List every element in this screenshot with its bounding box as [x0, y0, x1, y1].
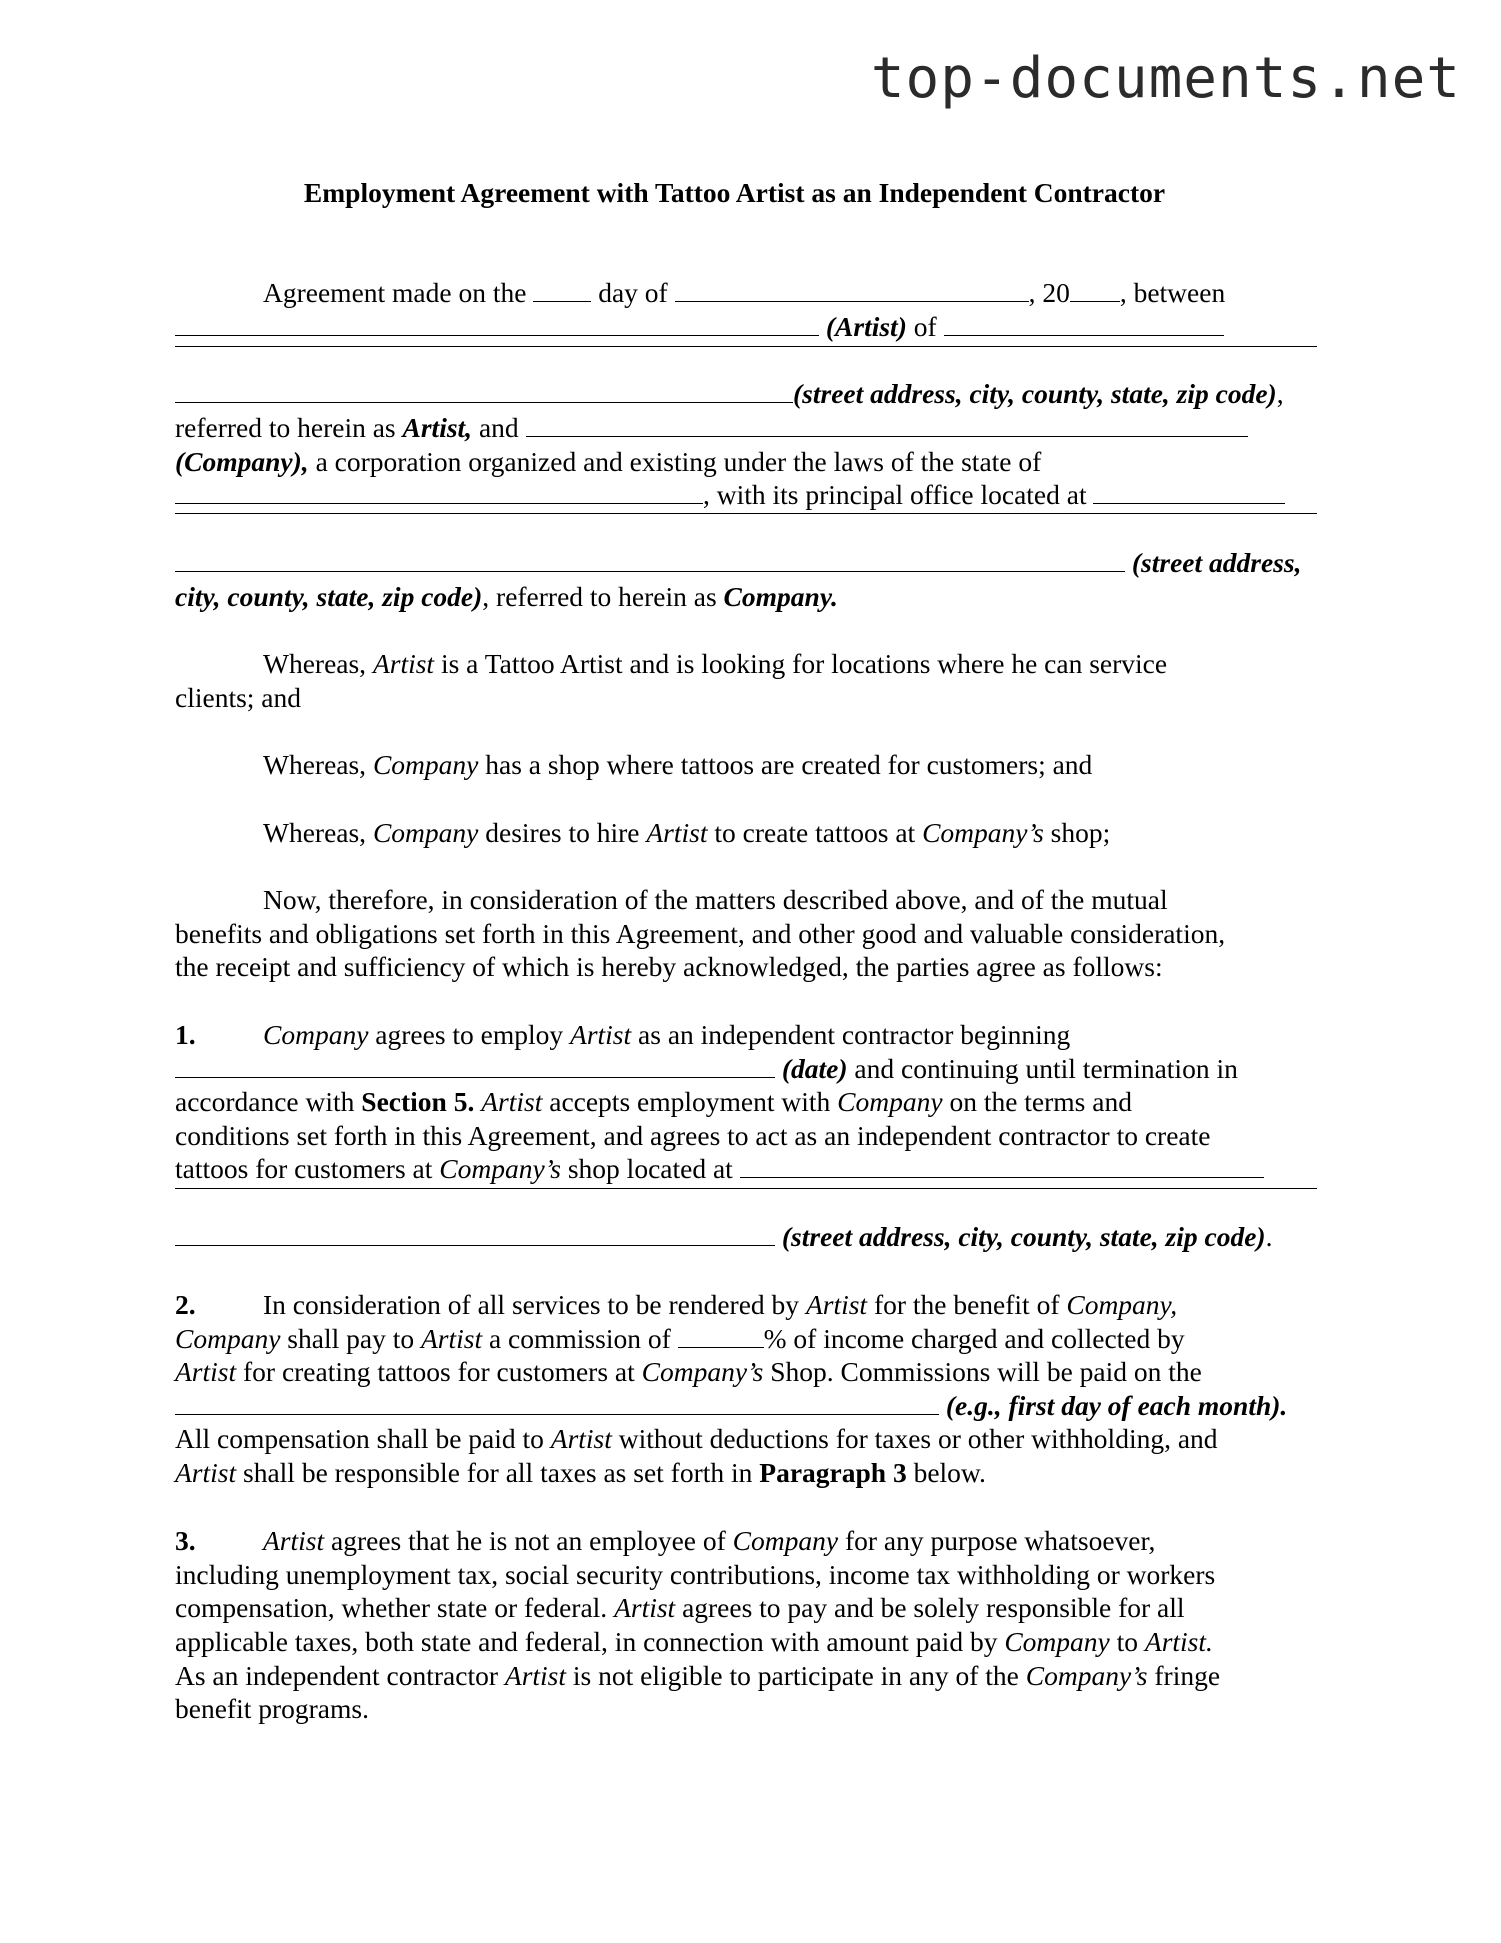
section-2-line-3: Artist for creating tattoos for customers at Company’s Shop. Commissions will be paid on the [175, 1356, 1202, 1387]
intro-line-1: Agreement made on the day of , 20 , between [263, 277, 1226, 308]
section-2-line-5: All compensation shall be paid to Artist without deductions for taxes or other withholding, and [175, 1423, 1218, 1454]
artist-address-blank-1[interactable] [175, 346, 1317, 347]
whereas-1-line-2: clients; and [175, 682, 302, 713]
section-3-line-4: applicable taxes, both state and federal, in connection with amount paid by Company to Artist. [175, 1626, 1213, 1657]
shop-address-blank-3[interactable] [175, 1221, 775, 1246]
intro-line-10: city, county, state, zip code), referred to herein as Company. [175, 581, 838, 612]
now-line-2: benefits and obligations set forth in this Agreement, and other good and valuable consideration, [175, 918, 1226, 949]
section-3-line-6: benefit programs. [175, 1693, 369, 1724]
section-3-line-2: including unemployment tax, social security contributions, income tax withholding or workers [175, 1559, 1216, 1590]
office-blank-3[interactable] [175, 547, 1125, 572]
section-2-line-1: 2. In consideration of all services to be rendered by Artist for the benefit of Company, [175, 1289, 1178, 1320]
section-3-line-3: compensation, whether state or federal. Artist agrees to pay and be solely responsible for all [175, 1592, 1185, 1623]
section-1-line-4: conditions set forth in this Agreement, and agrees to act as an independent contractor to create [175, 1120, 1211, 1151]
month-blank[interactable] [675, 277, 1029, 302]
section-1-line-7: (street address, city, county, state, zip code). [175, 1220, 1335, 1254]
office-blank-1[interactable] [1093, 479, 1285, 504]
office-blank-2[interactable] [175, 513, 1317, 514]
section-3-line-1: 3. Artist agrees that he is not an employee of Company for any purpose whatsoever, [175, 1525, 1156, 1556]
day-blank[interactable] [533, 277, 591, 302]
whereas-1-line-1: Whereas, Artist is a Tattoo Artist and is looking for locations where he can service [263, 648, 1168, 679]
start-date-blank[interactable] [175, 1053, 775, 1078]
state-blank[interactable] [175, 479, 703, 504]
document-title: Employment Agreement with Tattoo Artist as an Independent Contractor [303, 177, 1166, 208]
shop-address-blank-1[interactable] [740, 1153, 1264, 1178]
commission-percent-blank[interactable] [678, 1323, 764, 1348]
section-1-line-1: 1. Company agrees to employ Artist as an independent contractor beginning [175, 1019, 1071, 1050]
watermark: top-documents.net [870, 46, 1461, 111]
now-line-3: the receipt and sufficiency of which is hereby acknowledged, the parties agree as follows: [175, 951, 1163, 982]
section-2-line-4: (e.g., first day of each month). [175, 1389, 1335, 1423]
section-1-line-2: (date) and continuing until termination in [175, 1052, 1335, 1086]
intro-line-5: referred to herein as Artist, and [175, 411, 1335, 445]
intro-line-7: , with its principal office located at [175, 478, 1335, 512]
payment-schedule-blank[interactable] [175, 1390, 939, 1415]
section-1-line-3: accordance with Section 5. Artist accepts employment with Company on the terms and [175, 1086, 1132, 1117]
artist-address-blank-2[interactable] [175, 378, 793, 403]
section-2-line-2: Company shall pay to Artist a commission of % of income charged and collected by [175, 1323, 1185, 1354]
year-blank[interactable] [1070, 277, 1120, 302]
intro-line-2: (Artist) of [175, 310, 1335, 344]
shop-address-blank-2[interactable] [175, 1188, 1317, 1189]
intro-line-4: (street address, city, county, state, zip code), [175, 377, 1335, 411]
intro-line-6: (Company), a corporation organized and existing under the laws of the state of [175, 446, 1042, 477]
intro-line-9: (street address, [175, 546, 1335, 580]
section-3-line-5: As an independent contractor Artist is not eligible to participate in any of the Company’s fringe [175, 1660, 1221, 1691]
section-2-line-6: Artist shall be responsible for all taxes as set forth in Paragraph 3 below. [175, 1457, 986, 1488]
artist-name-blank[interactable] [175, 311, 819, 336]
artist-of-blank[interactable] [944, 311, 1224, 336]
whereas-3: Whereas, Company desires to hire Artist to create tattoos at Company’s shop; [263, 817, 1111, 848]
whereas-2: Whereas, Company has a shop where tattoos are created for customers; and [263, 749, 1093, 780]
section-1-line-5: tattoos for customers at Company’s shop located at [175, 1152, 1335, 1186]
company-name-blank[interactable] [526, 412, 1248, 437]
now-line-1: Now, therefore, in consideration of the matters described above, and of the mutual [263, 884, 1168, 915]
